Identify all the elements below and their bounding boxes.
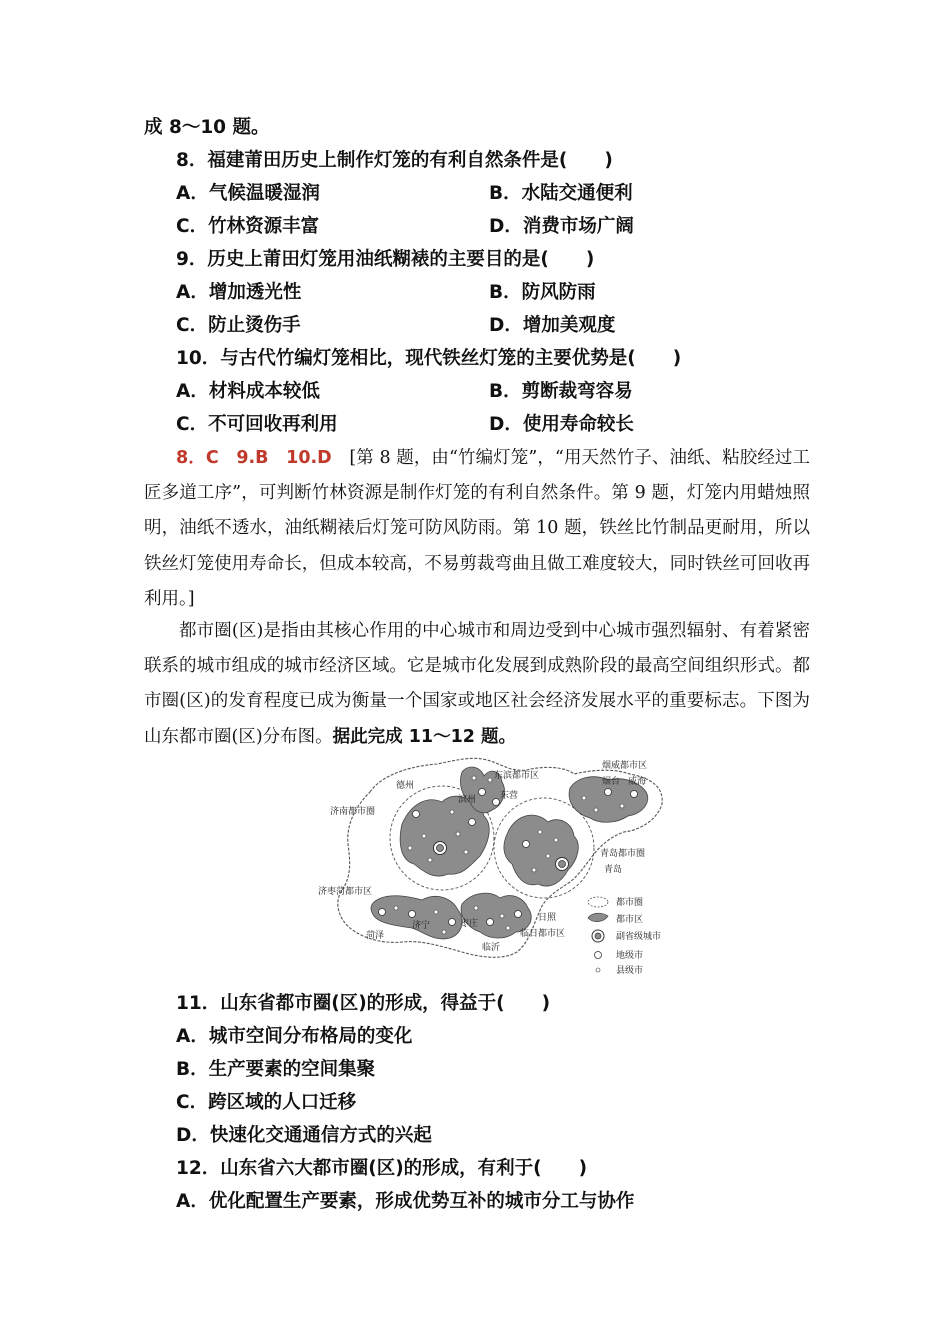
label-linyi: 临沂 [482,943,501,953]
shandong-metro-map [312,752,680,986]
label-yantai: 烟台 [602,777,621,787]
question-9-stem: 9．历史上莆田灯笼用油纸糊裱的主要目的是( ) [176,249,595,270]
label-jining: 济宁 [412,921,431,931]
label-jizaohe-area: 济枣菏都市区 [318,887,373,897]
question-10-option-a: A．材料成本较低 [176,381,320,402]
question-11-option-c: C．跨区域的人口迁移 [176,1092,357,1113]
intro-tail: 成 8～10 题。 [144,117,270,138]
question-12-stem: 12．山东省六大都市圈(区)的形成，有利于( ) [176,1158,588,1179]
question-10-option-d: D．使用寿命较长 [489,414,634,435]
passage-lead: 据此完成 11～12 题。 [332,726,517,747]
answer-explanation [144,441,810,617]
question-8-stem: 8．福建莆田历史上制作灯笼的有利自然条件是( ) [176,150,613,171]
legend-area-label: 都市区 [616,915,644,925]
label-linri-area: 临日都市区 [520,929,566,939]
question-10-stem: 10．与古代竹编灯笼相比，现代铁丝灯笼的主要优势是( ) [176,348,682,369]
legend-circle-label: 都市圈 [616,898,644,908]
label-binzhou: 滨州 [458,795,477,805]
passage-text: 都市圈(区)是指由其核心作用的中心城市和周边受到中心城市强烈辐射、有着紧密联系的城市组成的城市经济区域。它是城市化发展到成熟阶段的最高空间组织形式。都市圈(区)的发育程度已成为衡量一个国家或地区社会经济发展水平的重要标志。下图为山东都市圈(区)分布图。 [144,621,810,747]
label-qingdao: 青岛 [604,865,623,875]
label-dezhou: 德州 [396,781,415,791]
question-9-option-b: B．防风防雨 [489,282,596,303]
legend-prefecture-label: 地级市 [616,951,644,961]
passage-paragraph [144,614,810,755]
question-8-option-b: B．水陆交通便利 [489,183,633,204]
question-9-option-a: A．增加透光性 [176,282,302,303]
question-12-option-a: A．优化配置生产要素，形成优势互补的城市分工与协作 [176,1191,635,1212]
question-8-option-a: A．气候温暖湿润 [176,183,320,204]
question-11-stem: 11．山东省都市圈(区)的形成，得益于( ) [176,993,551,1014]
map-legend [588,896,661,976]
question-11-option-b: B．生产要素的空间集聚 [176,1059,376,1080]
label-rizhao: 日照 [538,913,557,923]
legend-subprov-label: 副省级城市 [616,932,662,942]
label-dongbin-area: 东滨都市区 [494,771,540,781]
question-10-option-b: B．剪断裁弯容易 [489,381,633,402]
question-11-option-d: D．快速化交通通信方式的兴起 [176,1125,432,1146]
question-9-option-c: C．防止烫伤手 [176,315,301,336]
label-jinan-area: 济南都市圈 [330,807,376,817]
legend-county-label: 县级市 [616,966,644,976]
answer-text: [第 8 题，由“竹编灯笼”，“用天然竹子、油纸、粘胶经过工匠多道工序”，可判断竹林资源是制作灯笼的有利自然条件。第 9 题，灯笼内用蜡烛照明，油纸不透水，油纸糊裱后灯笼可防风防雨。第 10 题，铁丝比竹制品更耐用，所以铁丝灯笼使用寿命长，但成本较高，不易剪裁弯曲且做工难度较大，同时铁丝可回收再利用。] [144,448,810,609]
label-heze: 菏泽 [366,931,385,941]
label-yanwei-area: 烟威都市区 [602,761,648,771]
subprov-city-qingdao-core [559,861,566,868]
question-11-option-a: A．城市空间分布格局的变化 [176,1026,413,1047]
question-8-option-c: C．竹林资源丰富 [176,216,320,237]
label-weihai: 威海 [628,777,647,787]
question-9-option-d: D．增加美观度 [489,315,616,336]
question-10-option-c: C．不可回收再利用 [176,414,338,435]
question-8-option-d: D．消费市场广阔 [489,216,634,237]
answer-key: 8．C 9.B 10.D [176,448,332,468]
label-zaozhuang: 枣庄 [460,919,479,929]
subprov-city-jinan-core [437,845,444,852]
label-qingdao-area: 青岛都市圈 [600,849,646,859]
label-dongying: 东营 [500,791,519,801]
